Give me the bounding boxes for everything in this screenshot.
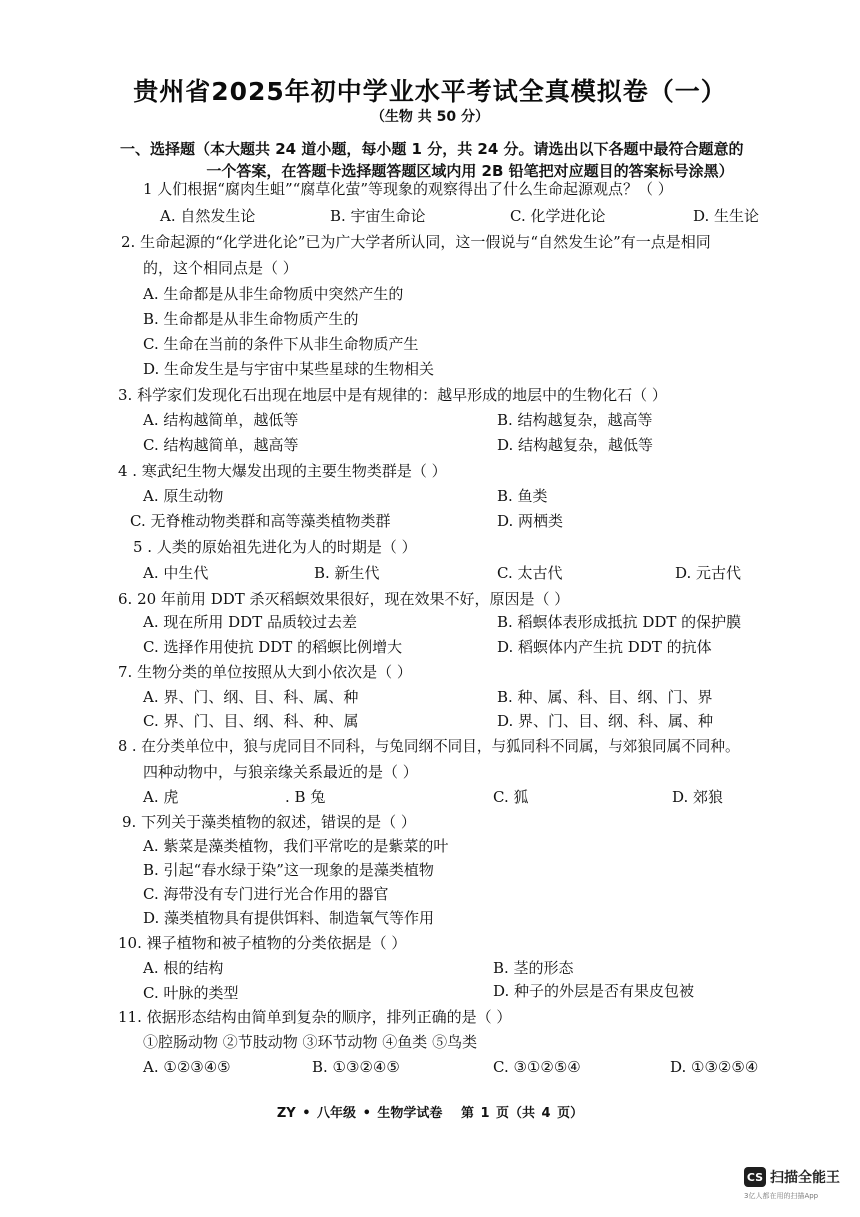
q3-option-a: A. 结构越简单，越低等 — [143, 411, 299, 429]
scanner-logo — [744, 1167, 840, 1187]
q4-option-c: C. 无脊椎动物类群和高等藻类植物类群 — [130, 512, 391, 530]
q8-option-a: A. 虎 — [143, 788, 179, 806]
q8-stem-line1: 8 . 在分类单位中，狼与虎同目不同科，与兔同纲不同目，与狐同科不同属，与郊狼同属不同种。 — [118, 738, 740, 755]
cs-logo-icon: CS — [744, 1167, 766, 1187]
q8-option-c: C. 狐 — [493, 788, 529, 806]
q2-option-d: D. 生命发生是与宇宙中某些星球的生物相关 — [143, 360, 435, 378]
section-heading-line1: 一、选择题（本大题共 24 道小题，每小题 1 分，共 24 分。请选出以下各题中最符合题意的 — [120, 140, 744, 158]
q5-option-a: A. 中生代 — [143, 564, 209, 582]
q1-option-b: B. 宇宙生命论 — [330, 207, 426, 225]
q7-option-a: A. 界、门、纲、目、科、属、种 — [143, 688, 359, 706]
q1-option-c: C. 化学进化论 — [510, 207, 606, 225]
q10-option-c: C. 叶脉的类型 — [143, 984, 239, 1002]
q6-option-d: D. 稻螟体内产生抗 DDT 的抗体 — [497, 638, 712, 656]
q8-option-d: D. 郊狼 — [672, 788, 724, 806]
page-subtitle: （生物 共 50 分） — [370, 109, 490, 125]
q3-stem: 3. 科学家们发现化石出现在地层中是有规律的：越早形成的地层中的生物化石（ ） — [118, 386, 667, 404]
q2-option-a: A. 生命都是从非生命物质中突然产生的 — [143, 285, 404, 303]
q5-stem: 5 . 人类的原始祖先进化为人的时期是（ ） — [133, 538, 417, 556]
q2-option-b: B. 生命都是从非生命物质产生的 — [143, 310, 359, 328]
q9-option-d: D. 藻类植物具有提供饵料、制造氧气等作用 — [143, 909, 435, 927]
q1-stem: 1 人们根据“腐肉生蛆”“腐草化萤”等现象的观察得出了什么生命起源观点？（ ） — [143, 180, 673, 198]
q11-option-b: B. ①③②④⑤ — [312, 1058, 400, 1076]
q6-option-b: B. 稻螟体表形成抵抗 DDT 的保护膜 — [497, 613, 742, 631]
q3-option-b: B. 结构越复杂，越高等 — [497, 411, 653, 429]
q8-stem-line2: 四种动物中，与狼亲缘关系最近的是（ ） — [143, 763, 418, 781]
q11-stem: 11. 依据形态结构由简单到复杂的顺序，排列正确的是（ ） — [118, 1008, 512, 1026]
q9-option-b: B. 引起“春水绿于染”这一现象的是藻类植物 — [143, 861, 434, 879]
q3-option-d: D. 结构越复杂，越低等 — [497, 436, 654, 454]
q1-option-a: A. 自然发生论 — [160, 207, 256, 225]
q9-option-c: C. 海带没有专门进行光合作用的器官 — [143, 885, 389, 903]
q1-option-d: D. 生生论 — [693, 207, 760, 225]
q4-option-d: D. 两栖类 — [497, 512, 564, 530]
q4-stem: 4 . 寒武纪生物大爆发出现的主要生物类群是（ ） — [118, 462, 447, 480]
q6-option-a: A. 现在所用 DDT 品质较过去差 — [143, 613, 357, 631]
q11-option-d: D. ①③②⑤④ — [670, 1058, 759, 1076]
scanner-tagline: 3亿人都在用的扫描App — [744, 1192, 819, 1200]
q11-option-a: A. ①②③④⑤ — [143, 1058, 231, 1076]
scanner-brand: 扫描全能王 — [770, 1170, 840, 1186]
page-title: 贵州省2025年初中学业水平考试全真模拟卷（一） — [133, 77, 727, 106]
q5-option-c: C. 太古代 — [497, 564, 563, 582]
q2-stem-line2: 的，这个相同点是（ ） — [143, 259, 298, 277]
section-heading — [120, 138, 810, 182]
q3-option-c: C. 结构越简单，越高等 — [143, 436, 299, 454]
q6-option-c: C. 选择作用使抗 DDT 的稻螟比例增大 — [143, 638, 403, 656]
q10-stem: 10. 裸子植物和被子植物的分类依据是（ ） — [118, 934, 407, 952]
q2-option-c: C. 生命在当前的条件下从非生命物质产生 — [143, 335, 419, 353]
q6-stem: 6. 20 年前用 DDT 杀灭稻螟效果很好，现在效果不好，原因是（ ） — [118, 590, 570, 608]
q5-option-d: D. 元古代 — [675, 564, 742, 582]
section-heading-line2: 一个答案，在答题卡选择题答题区域内用 2B 铅笔把对应题目的答案标号涂黑） — [206, 162, 734, 180]
footer-exam-code: ZY • 八年级 • 生物学试卷 — [276, 1106, 443, 1121]
q11-option-c: C. ③①②⑤④ — [493, 1058, 581, 1076]
q10-option-a: A. 根的结构 — [143, 959, 224, 977]
q11-items: ①腔肠动物 ②节肢动物 ③环节动物 ④鱼类 ⑤鸟类 — [143, 1033, 478, 1051]
q9-option-a: A. 紫菜是藻类植物，我们平常吃的是紫菜的叶 — [143, 837, 449, 855]
q10-option-d: D. 种子的外层是否有果皮包被 — [493, 982, 695, 1000]
q7-option-b: B. 种、属、科、目、纲、门、界 — [497, 688, 713, 706]
q10-option-b: B. 茎的形态 — [493, 959, 574, 977]
q4-option-a: A. 原生动物 — [143, 487, 224, 505]
q7-option-c: C. 界、门、目、纲、科、种、属 — [143, 712, 359, 730]
page-footer — [0, 1102, 860, 1121]
footer-page-number: 第 1 页（共 4 页） — [460, 1106, 584, 1121]
q2-stem-line1: 2. 生命起源的“化学进化论”已为广大学者所认同，这一假说与“自然发生论”有一点是相同 — [121, 233, 711, 251]
q9-stem: 9. 下列关于藻类植物的叙述，错误的是（ ） — [122, 813, 416, 831]
q8-option-b: . B 兔 — [285, 788, 326, 806]
q7-option-d: D. 界、门、目、纲、科、属、种 — [497, 712, 714, 730]
q4-option-b: B. 鱼类 — [497, 487, 548, 505]
q5-option-b: B. 新生代 — [314, 564, 380, 582]
q7-stem: 7. 生物分类的单位按照从大到小依次是（ ） — [118, 663, 412, 681]
